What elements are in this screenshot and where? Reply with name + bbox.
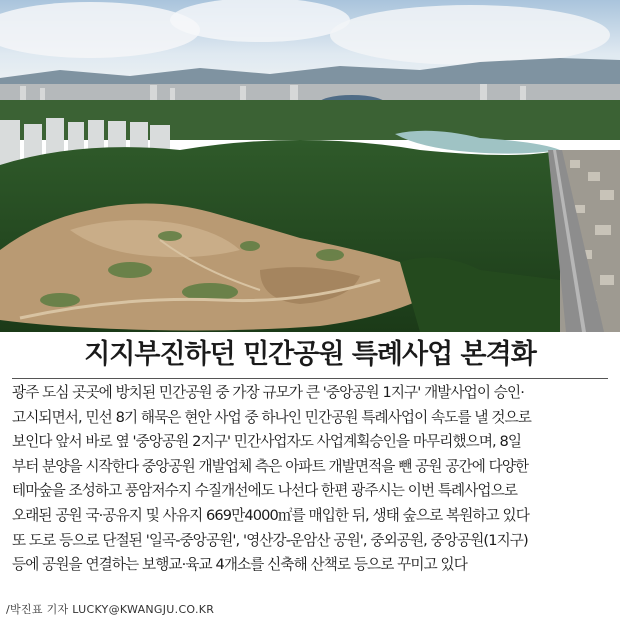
body-line: 등에 공원을 연결하는 보행교·육교 4개소를 신축해 산책로 등으로 꾸미고 있다 [12,556,467,574]
body-line: 테마숲을 조성하고 풍암저수지 수질개선에도 나선다 한편 광주시는 이번 특례사업으로 [12,482,518,500]
body-line: 오래된 공원 국·공유지 및 사유지 669만4000㎡를 매입한 뒤, 생태 숲으로 복원하고 있다 [12,506,529,524]
headline: 지지부진하던 민간공원 특례사업 본격화 [84,339,536,370]
body-line: 보인다 앞서 바로 옆 '중앙공원 2지구' 민간사업자도 사업계획승인을 마무리했으며, 8일 [12,433,522,451]
byline: /박진표 기자 LUCKY@KWANGJU.CO.KR [6,603,215,616]
body-line: 부터 분양을 시작한다 중앙공원 개발업체 측은 아파트 개발면적을 뺀 공원 공간에 다양한 [12,457,529,475]
body-line: 고시되면서, 민선 8기 해묵은 현안 사업 중 하나인 민간공원 특례사업이 속도를 낼 것으로 [12,408,531,426]
body-line: 광주 도심 곳곳에 방치된 민간공원 중 가장 규모가 큰 '중앙공원 1지구' 개발사업이 승인· [12,384,524,401]
article-body [12,381,610,578]
headline-divider [12,378,608,379]
body-line: 또 도로 등으로 단절된 '일곡-중앙공원', '영산강-운암산 공원', 중외공원, 중앙공원(1지구) [12,531,528,549]
